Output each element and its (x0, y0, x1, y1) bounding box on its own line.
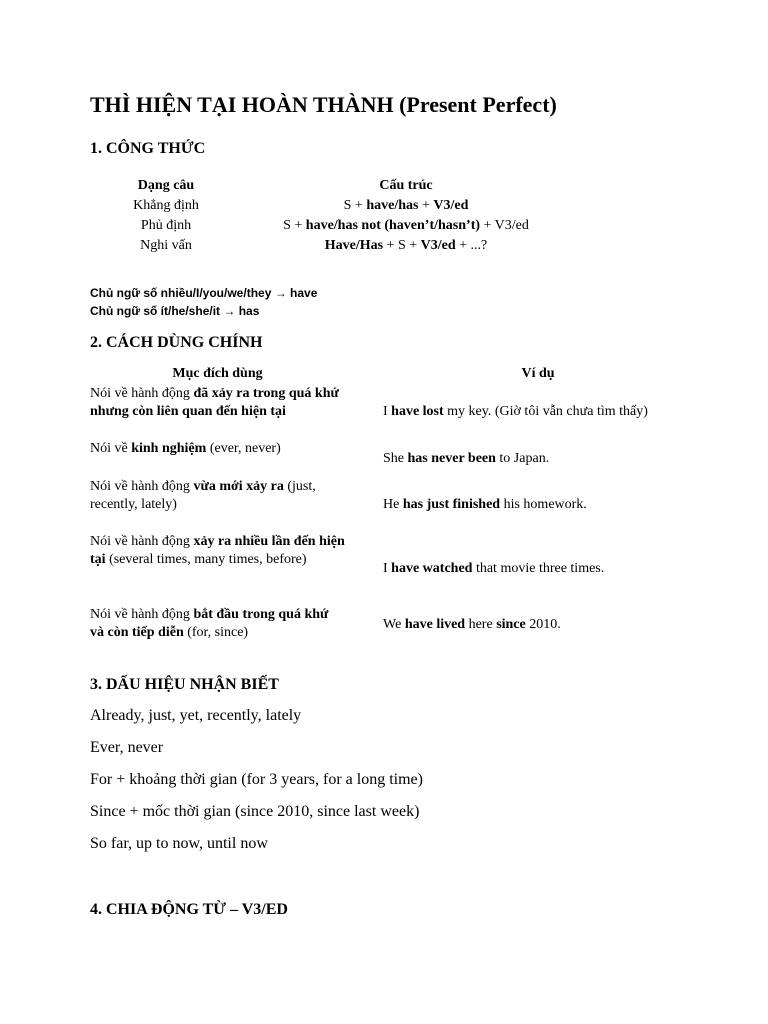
formula-type: Khẳng định (133, 198, 199, 213)
usage-example: I have watched that movie three times. (383, 561, 605, 576)
usage-example: She has never been to Japan. (383, 451, 550, 466)
formula-row (90, 236, 570, 256)
formula-table-header (90, 176, 570, 196)
note-plural: Chủ ngữ số nhiều/I/you/we/they → have (90, 286, 318, 300)
signal-item: For + khoảng thời gian (for 3 years, for a long time) (90, 771, 423, 788)
section-3-heading: 3. DẤU HIỆU NHẬN BIẾT (90, 676, 279, 693)
section-2-heading: 2. CÁCH DÙNG CHÍNH (90, 334, 263, 351)
signal-item: Since + mốc thời gian (since 2010, since last week) (90, 803, 420, 820)
usage-purpose: Nói về hành động xảy ra nhiều lần đến hiện tại (several times, many times, before) (90, 534, 345, 567)
usage-purpose: Nói về hành động vừa mới xảy ra (just, recently, lately) (90, 479, 316, 512)
usage-example: I have lost my key. (Giờ tôi vẫn chưa tìm thấy) (383, 404, 648, 419)
formula-table (90, 176, 570, 256)
usage-example: We have lived here since 2010. (383, 617, 561, 632)
section-4-heading: 4. CHIA ĐỘNG TỪ – V3/ED (90, 901, 288, 918)
formula-row (90, 196, 570, 216)
formula-type: Phủ định (140, 218, 192, 233)
formula-type: Nghi vấn (140, 238, 192, 253)
formula-structure: S + have/has + V3/ed (343, 198, 469, 213)
usage-col-example-header: Ví dụ (521, 366, 555, 381)
note-singular: Chủ ngữ số ít/he/she/it → has (90, 304, 260, 318)
formula-structure: S + have/has not (haven’t/hasn’t) + V3/ed (283, 218, 529, 233)
formula-col-structure-header: Cấu trúc (379, 178, 433, 193)
usage-col-purpose-header: Mục đích dùng (172, 366, 263, 381)
section-1-heading: 1. CÔNG THỨC (90, 140, 206, 157)
signal-item: So far, up to now, until now (90, 835, 268, 852)
subject-notes (90, 284, 317, 320)
formula-col-type-header: Dạng câu (137, 178, 195, 193)
page-title: THÌ HIỆN TẠI HOÀN THÀNH (Present Perfect) (90, 92, 557, 117)
signal-item: Already, just, yet, recently, lately (90, 707, 302, 724)
usage-purpose: Nói về kinh nghiệm (ever, never) (90, 441, 281, 456)
formula-row (90, 216, 570, 236)
usage-purpose: Nói về hành động đã xảy ra trong quá khứ nhưng còn liên quan đến hiện tại (90, 386, 339, 419)
formula-structure: Have/Has + S + V3/ed + ...? (324, 238, 488, 253)
usage-example: He has just finished his homework. (383, 497, 587, 512)
signal-item: Ever, never (90, 739, 164, 756)
usage-purpose: Nói về hành động bắt đầu trong quá khứ và còn tiếp diễn (for, since) (90, 607, 329, 640)
